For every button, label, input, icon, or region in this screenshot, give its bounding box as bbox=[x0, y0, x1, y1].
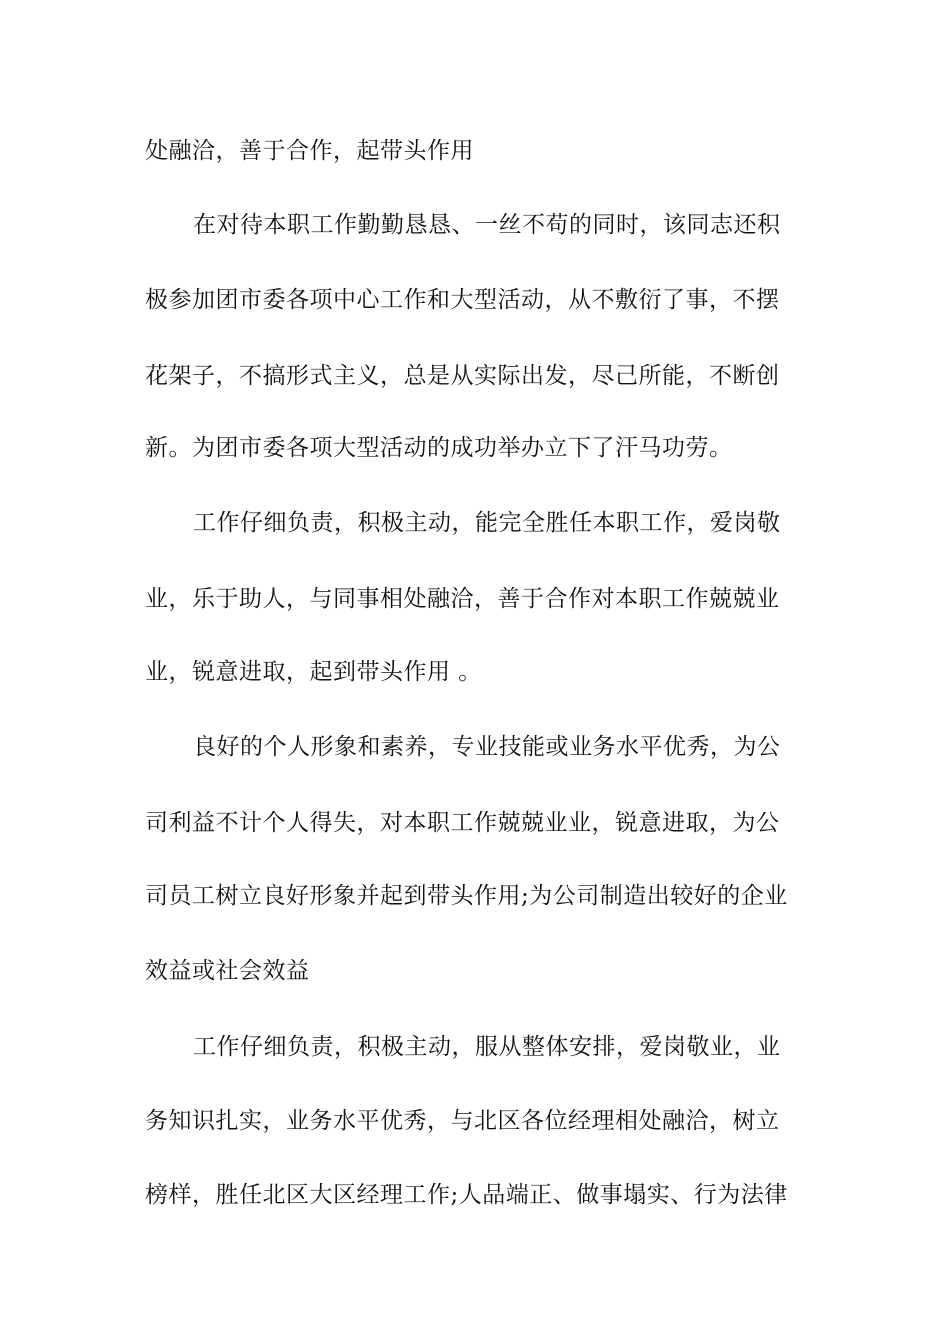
text-line: 业，锐意进取，起到带头作用 。 bbox=[145, 659, 482, 685]
text-line: 极参加团市委各项中心工作和大型活动，从不敷衍了事，不摆 bbox=[145, 287, 780, 313]
paragraph-first-line: 工作仔细负责，积极主动，能完全胜任本职工作，爱岗敬 bbox=[193, 510, 781, 536]
text-line: 司利益不计个人得失，对本职工作兢兢业业，锐意进取，为公 bbox=[145, 810, 780, 836]
paragraph-first-line: 在对待本职工作勤勤恳恳、一丝不苟的同时，该同志还积 bbox=[193, 212, 781, 238]
text-line: 处融洽，善于合作，起带头作用 bbox=[145, 138, 474, 164]
text-line: 业，乐于助人，与同事相处融洽，善于合作对本职工作兢兢业 bbox=[145, 586, 780, 612]
text-line: 效益或社会效益 bbox=[145, 958, 310, 984]
text-line: 新。为团市委各项大型活动的成功举办立下了汗马功劳。 bbox=[145, 435, 733, 461]
text-line: 务知识扎实，业务水平优秀，与北区各位经理相处融洽，树立 bbox=[145, 1108, 780, 1134]
text-line: 榜样，胜任北区大区经理工作;人品端正、做事塌实、行为法律 bbox=[145, 1182, 788, 1208]
paragraph-first-line: 工作仔细负责，积极主动，服从整体安排，爱岗敬业，业 bbox=[193, 1034, 781, 1060]
paragraph-first-line: 良好的个人形象和素养，专业技能或业务水平优秀，为公 bbox=[193, 734, 781, 760]
text-line: 花架子，不搞形式主义，总是从实际出发，尽己所能，不断创 bbox=[145, 363, 780, 389]
text-line: 司员工树立良好形象并起到带头作用;为公司制造出较好的企业 bbox=[145, 883, 788, 909]
